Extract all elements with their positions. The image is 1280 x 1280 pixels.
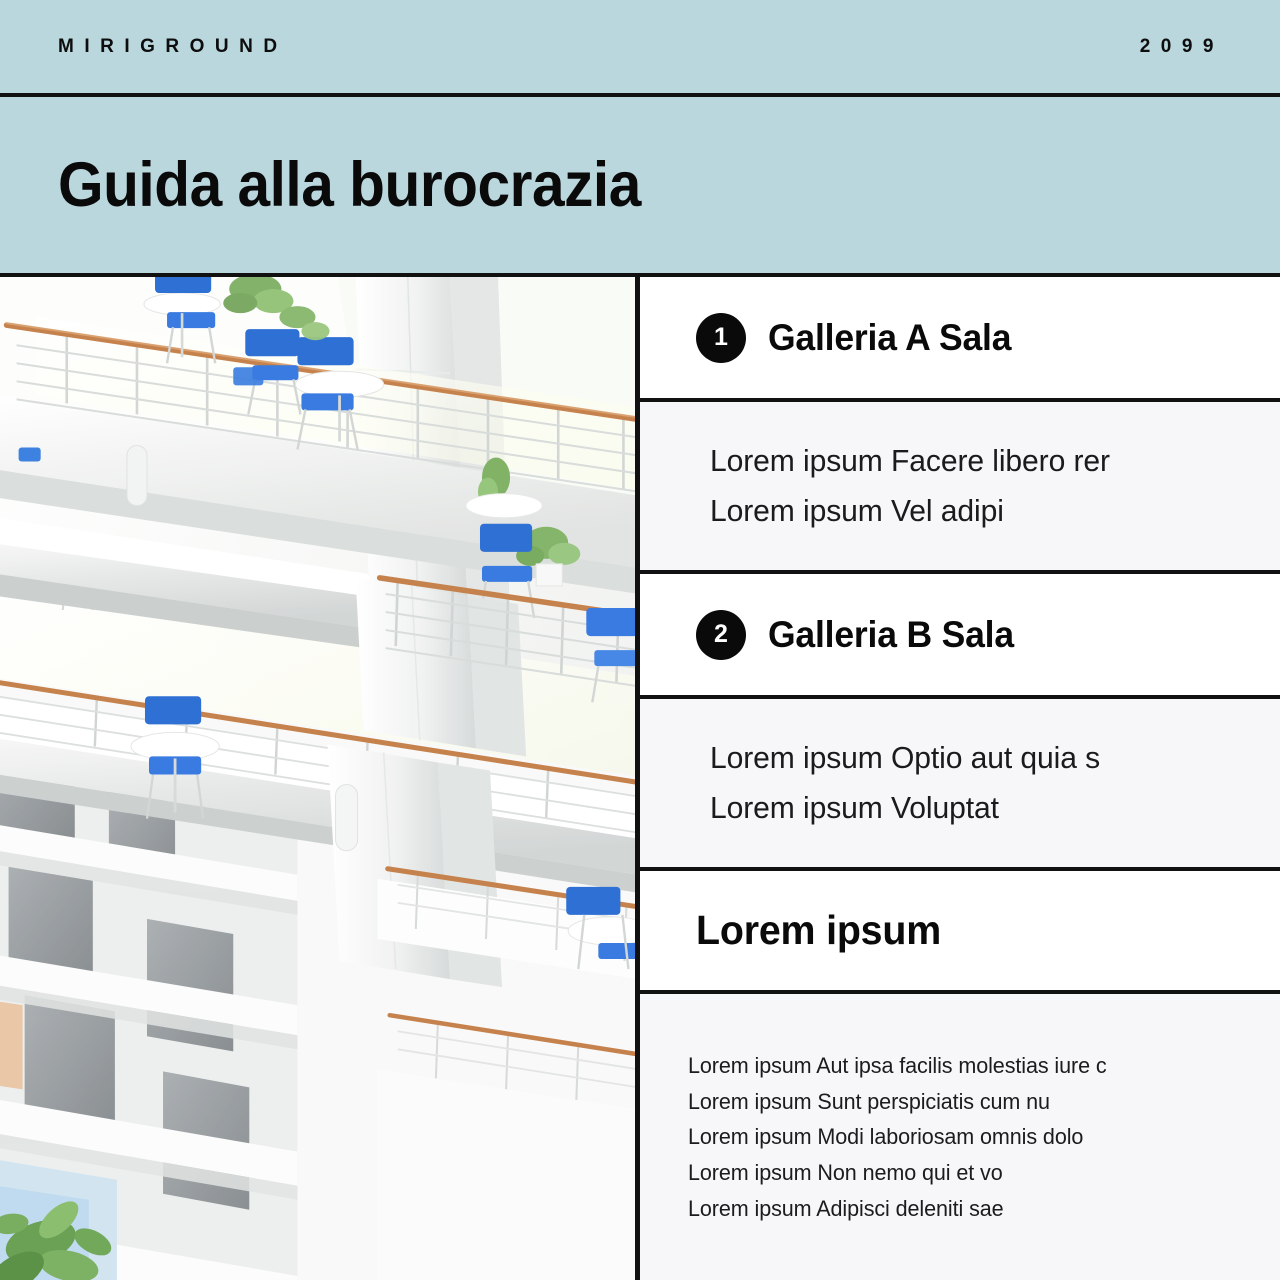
section-1-line-1: Lorem ipsum Facere libero rer: [710, 443, 1110, 478]
content-area: [0, 277, 1280, 1280]
section-2-title: Galleria B Sala: [768, 613, 1014, 655]
list-item: Lorem ipsum Modi laboriosam omnis dolo: [688, 1124, 1084, 1150]
section-2-line-2: Lorem ipsum Voluptat: [710, 790, 999, 826]
section-2-header[interactable]: [640, 574, 1280, 699]
footer-section-list: [640, 994, 1280, 1280]
section-2-body: [640, 699, 1280, 871]
title-band: [0, 97, 1280, 277]
section-1-title: Galleria A Sala: [768, 316, 1012, 358]
list-item: Lorem ipsum Non nemo qui et vo: [688, 1159, 1003, 1185]
brand-wordmark: MIRIGROUND: [58, 35, 288, 57]
section-1-line-2: Lorem ipsum Vel adipi: [710, 493, 1004, 529]
list-item: Lorem ipsum Sunt perspiciatis cum nu: [688, 1088, 1050, 1114]
agenda-panel: [640, 277, 1280, 1280]
section-1-number-badge: 1: [696, 313, 746, 363]
section-1-body: [640, 402, 1280, 574]
section-2-line-1: Lorem ipsum Optio aut quia s: [710, 740, 1101, 775]
page-title: Guida alla burocrazia: [58, 149, 641, 220]
year-label: 2099: [1139, 35, 1224, 57]
footer-section-title: Lorem ipsum: [696, 907, 942, 953]
atrium-photo: [0, 277, 640, 1280]
section-1-header[interactable]: [640, 277, 1280, 402]
list-item: Lorem ipsum Aut ipsa facilis molestias iure c: [688, 1053, 1107, 1078]
section-2-number-badge: 2: [696, 610, 746, 660]
footer-section-header[interactable]: [640, 871, 1280, 994]
atrium-photo-illustration: [0, 277, 635, 1280]
top-bar: [0, 0, 1280, 97]
list-item: Lorem ipsum Adipisci deleniti sae: [688, 1195, 1004, 1221]
